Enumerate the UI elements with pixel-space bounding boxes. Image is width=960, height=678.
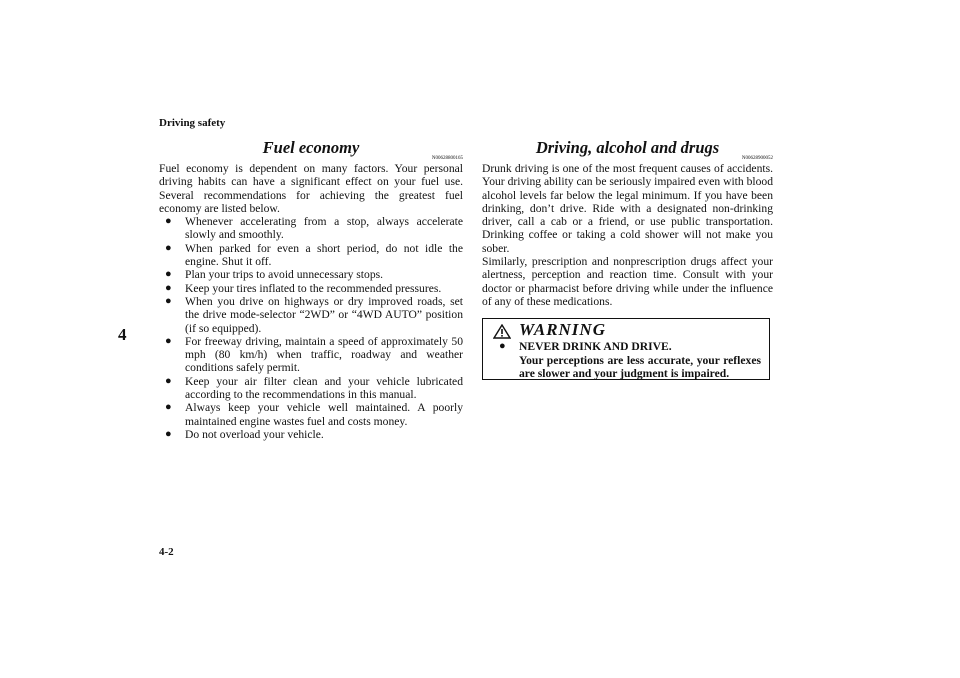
warning-box: [482, 318, 770, 380]
list-item: ● When you drive on highways or dry improved roads, set the drive mode-selector “2WD” or “4WD AUTO” position (if so equipped).: [165, 294, 463, 335]
list-item: ● When parked for even a short period, do not idle the engine. Shut it off.: [165, 241, 463, 269]
alcohol-drugs-paragraph-1: Drunk driving is one of the most frequent causes of accidents. Your driving ability can be seriously impaired even with blood alcohol levels far below the legal minimum. If you have been drinking, don’t drive. Ride with a designated non-drinking driver, call a cab or a friend, or use public transportation. Drinking coffee or taking a cold shower will not make you sober.: [482, 162, 773, 255]
alcohol-drugs-title: Driving, alcohol and drugs: [535, 138, 720, 157]
fuel-economy-ref-code: N00628800165: [431, 156, 463, 161]
warning-list: [493, 340, 761, 380]
warning-title: WARNING: [519, 320, 606, 340]
fuel-economy-title: Fuel economy: [262, 138, 360, 157]
chapter-tab-number: 4: [118, 325, 127, 344]
bullet-icon: ●: [165, 241, 172, 254]
bullet-icon: ●: [165, 334, 172, 347]
list-item: ● Plan your trips to avoid unnecessary stops.: [165, 268, 384, 282]
fuel-economy-section: [159, 138, 463, 441]
fuel-economy-tips-list: [159, 215, 463, 441]
warning-detail: Your perceptions are less accurate, your reflexes are slower and your judgment is impaired.: [519, 353, 761, 380]
bullet-icon: ●: [165, 215, 172, 228]
section-header: Driving safety: [159, 117, 226, 129]
bullet-icon: ●: [165, 281, 172, 294]
fuel-economy-intro: Fuel economy is dependent on many factors. Your personal driving habits can have a significant effect on your fuel use. Several recommendations for achieving the greatest fuel economy are listed below.: [159, 162, 463, 215]
list-item: ● NEVER DRINK AND DRIVE. Your perceptions are less accurate, your reflexes are slower and your judgment is impaired.: [499, 340, 761, 380]
alcohol-drugs-paragraph-2: Similarly, prescription and nonprescription drugs affect your alertness, perception and reaction time. Consult with your doctor or pharmacist before driving while under the influence of any of these medications.: [482, 255, 773, 308]
list-item: ● For freeway driving, maintain a speed of approximately 50 mph (80 km/h) when traffic, roadway and weather conditions safely permit.: [165, 334, 463, 375]
list-item: ● Keep your air filter clean and your vehicle lubricated according to the recommendations in this manual.: [165, 374, 463, 402]
page-number: 4-2: [159, 546, 174, 558]
bullet-icon: ●: [165, 268, 172, 281]
bullet-icon: ●: [165, 294, 172, 307]
list-item: ● Keep your tires inflated to the recommended pressures.: [165, 281, 442, 295]
alcohol-drugs-section: [482, 138, 773, 380]
bullet-icon: ●: [499, 340, 506, 353]
alcohol-drugs-ref-code: N00628900052: [741, 156, 773, 161]
list-item: ● Always keep your vehicle well maintained. A poorly maintained engine wastes fuel and costs money.: [165, 401, 463, 428]
list-item: ● Do not overload your vehicle.: [165, 427, 324, 441]
list-item: ● Whenever accelerating from a stop, always accelerate slowly and smoothly.: [165, 215, 463, 242]
bullet-icon: ●: [165, 374, 172, 387]
bullet-icon: ●: [165, 427, 172, 440]
bullet-icon: ●: [165, 401, 172, 414]
